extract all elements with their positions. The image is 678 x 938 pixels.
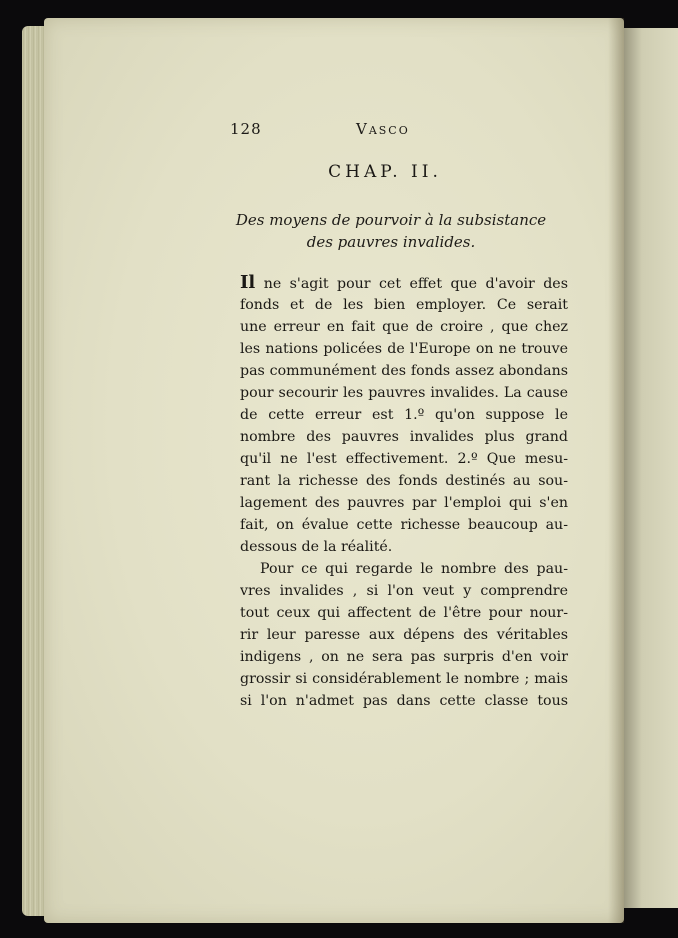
running-title: Vasco [356,120,410,138]
text-line: une erreur en fait que de croire , que chez [240,319,568,335]
text-line: pour secourir les pauvres invalides. La cause [240,385,568,401]
text-line: les nations policées de l'Europe on ne trouve [240,341,568,357]
text-line: fait, on évalue cette richesse beaucoup au- [240,517,568,533]
chapter-subtitle [212,209,570,253]
text-line: si l'on n'admet pas dans cette classe tous [240,693,568,709]
running-head [230,120,430,144]
text-line: qu'il ne l'est effectivement. 2.º Que mesu- [240,451,568,467]
text-line: nombre des pauvres invalides plus grand [240,429,568,445]
subtitle-line: des pauvres invalides. [306,233,476,251]
chapter-heading: CHAP. II. [328,162,442,182]
text-line: grossir si considérablement le nombre ; mais [240,671,568,687]
text-line: indigens , on ne sera pas surpris d'en voir [240,649,568,665]
subtitle-line: Des moyens de pourvoir à la subsistance [235,211,547,229]
text-line: rant la richesse des fonds destinés au sou- [240,473,568,489]
first-line-text: ne s'agit pour cet effet que d'avoir des [255,276,568,292]
body-text [240,272,568,712]
text-line: fonds et de les bien employer. Ce serait [240,297,568,313]
text-line [240,272,568,294]
text-line: dessous de la réalité. [240,539,393,555]
text-line: tout ceux qui affectent de l'être pour nour- [240,605,568,621]
text-line: lagement des pauvres par l'emploi qui s'en [240,495,568,511]
page-number: 128 [230,120,262,138]
text-line: vres invalides , si l'on veut y comprendre [240,583,568,599]
text-line: Pour ce qui regarde le nombre des pau- [260,561,568,577]
drop-cap: Il [240,272,256,293]
facing-page-edge [618,28,678,908]
text-line: de cette erreur est 1.º qu'on suppose le [240,407,568,423]
text-line: pas communément des fonds assez abondans [240,363,568,379]
text-line: rir leur paresse aux dépens des véritables [240,627,568,643]
